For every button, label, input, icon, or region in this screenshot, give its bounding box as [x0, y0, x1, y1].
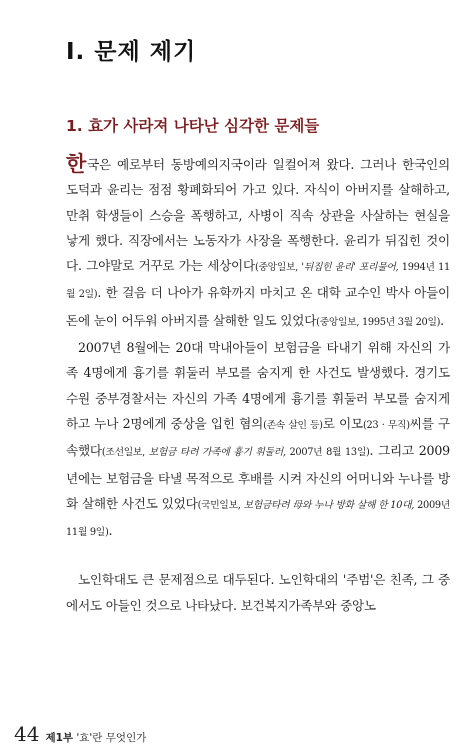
paragraph-1	[66, 152, 450, 335]
paragraph-1-text-1: 국은 예로부터 동방예의지국이라 일컬어져 왔다. 그러나 한국인의 도덕과 윤리는 점점 황폐화되어 가고 있다. 자식이 아버지를 살해하고, 만취 학생들이 스승을 폭행하고, 사병이 직속 상관을 사살하는 현실을 낳게 했다. 직장에서는 노동자가 사장을 폭행한다. 윤리가 뒤집힌 것이다. 그야말로 거꾸로 가는 세상이다	[66, 157, 450, 274]
paragraph-2-text-1: 2007년 8월에는 20대 막내아들이 보험금을 타내기 위해 자신의 가족 4명에게 흉기를 휘둘러 부모를 숨지게 한 사건도 발생했다. 경기도 수원 중부경찰서는 자신의 가족 4명에게 흉기를 휘둘러 부모를 숨지게 하고 누나 2명에게 중상을 입힌 혐의	[66, 340, 450, 431]
charge-note: (존속 살인 등)	[263, 419, 323, 431]
paragraph-3-text-1: 노인학대도 큰 문제점으로 대두된다. 노인학대의 '주범'은 친족, 그 중에서도 아들인 것으로 나타났다. 보건복지가족부와 중앙노	[66, 572, 450, 613]
paragraph-spacer	[66, 545, 450, 567]
chapter-title: Ⅰ. 문제 제기	[66, 39, 197, 65]
paragraph-1-text-2: . 한 걸음 더 나아가 유학까지 마치고 온 대학 교수인 박사 아들이 돈에 눈이 어두워 아버지를 살해한 일도 있었다	[66, 285, 450, 328]
paragraph-2-text-4: . 그리고 2009년에는 보험금을 타낼 목적으로 후배를 시켜 자신의 어머니와 누나를 방화 살해한 사건도 있었다	[66, 443, 450, 511]
citation-date: 1994년 11월 2일)	[66, 262, 450, 301]
paragraph-3	[66, 567, 450, 618]
drop-cap: 한	[66, 151, 87, 176]
citation-date: 2009년 11월 9일)	[66, 499, 450, 539]
paragraph-2-text-2: 로 이모	[322, 415, 363, 431]
section-title: 1. 효가 사라져 나타난 심각한 문제들	[66, 117, 320, 135]
citation-date: 2007년 8월 13일)	[285, 447, 370, 459]
body-text	[66, 152, 450, 618]
paragraph-2-text-3: 씨를 구속했다	[66, 415, 450, 459]
paragraph-1-text-3: .	[440, 312, 444, 328]
page-number: 44	[14, 722, 40, 746]
citation: (국민일보,	[197, 499, 244, 511]
paragraph-2-text-5: .	[108, 523, 113, 539]
paragraph-2	[66, 335, 450, 545]
citation-title: 보험금 타려 가족에 흉기 휘둘러,	[148, 447, 286, 459]
age-note: (23 · 무직)	[362, 419, 410, 431]
citation-title: 보험금타려 母와 누나 방화 살해 한 10대,	[243, 499, 415, 511]
citation: (조선일보,	[101, 447, 149, 459]
page-footer	[14, 722, 146, 746]
running-footer	[45, 730, 146, 745]
citation-title: '뒤집힌 윤리' 포리물어,	[301, 262, 399, 274]
part-label: 제1부	[45, 732, 74, 744]
part-title: '효'란 무엇인가	[73, 732, 147, 744]
citation: (중앙일보, 1995년 3월 20일)	[316, 316, 441, 328]
citation: (중앙일보,	[255, 262, 302, 274]
